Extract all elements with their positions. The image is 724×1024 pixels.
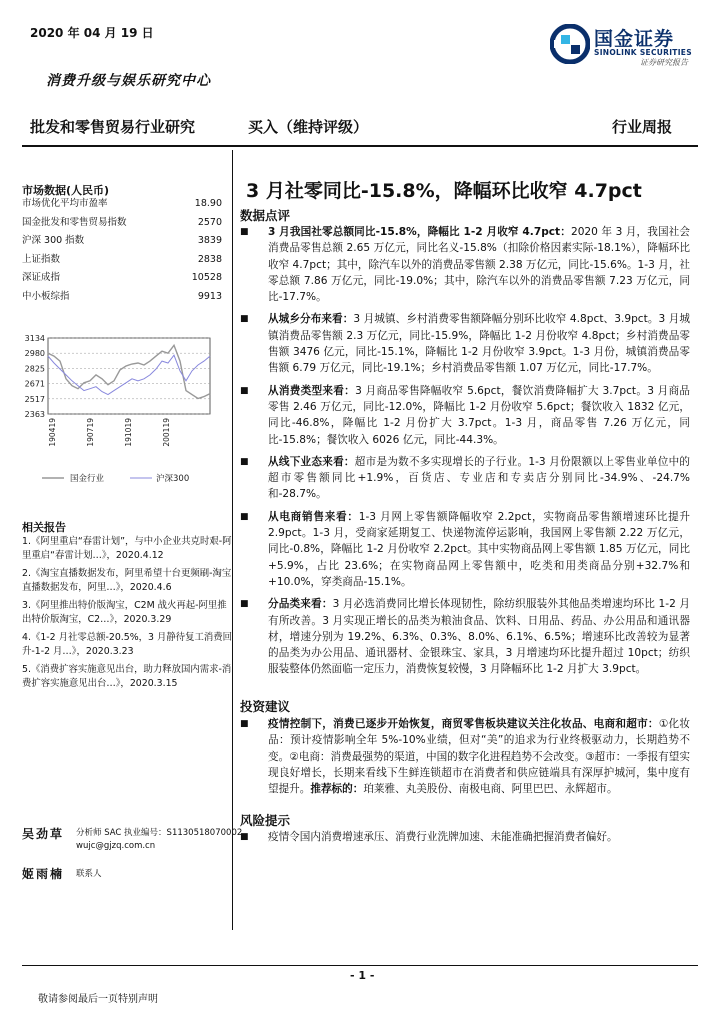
related-report-item[interactable]: 3.《阿里推出特价版淘宝，C2M 战火再起-阿里推出特价版淘宝，C2…》，2020.3.29 bbox=[22, 600, 227, 625]
section-title-investment: 投资建议 bbox=[240, 699, 291, 714]
market-row: 市场优化平均市盈率 18.90 bbox=[22, 198, 222, 209]
related-reports-list bbox=[22, 535, 234, 695]
chart-legend-label: 沪深300 bbox=[156, 474, 190, 484]
chart-legend-label: 国金行业 bbox=[70, 474, 105, 484]
market-row: 深证成指 10528 bbox=[22, 272, 222, 283]
related-report-item[interactable]: 2.《淘宝直播数据发布，阿里希望十台更频刷-淘宝直播数据发布，阿里…》，2020.4.6 bbox=[22, 568, 232, 593]
footer-divider bbox=[22, 965, 698, 966]
chart-y-tick-label: 3134 bbox=[24, 334, 45, 343]
footer-disclaimer: 敬请参阅最后一页特别声明 bbox=[38, 994, 158, 1005]
data-review-body bbox=[240, 224, 690, 684]
page-number: - 1 - bbox=[350, 969, 375, 982]
analyst-email[interactable]: wujc@gjzq.com.cn bbox=[76, 841, 156, 851]
section-title-data-review: 数据点评 bbox=[240, 208, 291, 223]
index-line-chart bbox=[22, 328, 220, 490]
bullet-item: ■ 疫情控制下，消费已逐步开始恢复，商贸零售板块建议关注化妆品、电商和超市：①化妆品：预计疫情影响全年 5%-10%业绩，但对“美”的追求为行业终极驱动力，长期趋势不变。②电商：消费最强势的渠道，中国的数字化进程趋势不会改变。③超市：一季报有望实现良好增长，长期来看线下生鲜连锁超市在消费者和供应链端具有深厚护城河，集中度有望提升。推荐标的：珀莱雅、丸美股份、南极电商、阿里巴巴、永辉超市。 bbox=[240, 716, 690, 797]
research-center: 消费升级与娱乐研究中心 bbox=[46, 73, 211, 89]
bullet-item: ■ 分品类来看：3 月必选消费同比增长体现韧性，除纺织服装外其他品类增速均环比 1-2 月有所改善。3 月实现正增长的品类为粮油食品、饮料、日用品、药品、办公用品和通讯器材，增速分别为 19.2%、6.3%、0.3%、8.0%、6.1%、6.5%；增速环比改善较为显著的品类为办公用品、通讯器材、金银珠宝、家具，3 月增速均环比提升超过 10pct；纺织服装整体仍然面临一定压力，消费恢复较慢，3 月降幅环比 1-2 月扩大 3.9pct。 bbox=[240, 596, 690, 677]
section-title-risk: 风险提示 bbox=[240, 813, 291, 828]
bullet-item: ■ 从电商销售来看：1-3 月网上零售额降幅收窄 2.2pct，实物商品零售额增速环比提升 2.9pct。1-3 月，受商家延期复工、快递物流停运影响，我国网上零售额 2.22 万亿元，同比-0.8%，降幅比 1-2 月份收窄 2.2pct。其中实物商品网上零售额 1.85 万亿元，同比+5.9%，占比 23.6%；在实物商品网上零售额中，吃类和用类商品分别+32.7%和+10.0%，穿类商品-15.1%。 bbox=[240, 509, 690, 590]
bullet-item: ■ 从线下业态来看：超市是为数不多实现增长的子行业。1-3 月份限额以上零售业单位中的超市零售额同比+1.9%，百货店、专业店和专卖店分别同比-34.9%、-24.7%和-28.7%。 bbox=[240, 454, 690, 503]
contact-name: 姬雨楠 bbox=[22, 867, 65, 881]
market-row: 中小板综指 9913 bbox=[22, 290, 222, 302]
investment-body bbox=[240, 716, 690, 803]
chart-y-tick-label: 2980 bbox=[24, 349, 45, 359]
industry-title: 批发和零售贸易行业研究 bbox=[30, 118, 196, 136]
analyst-info: 分析师 SAC 执业编号：S1130518070002 wujc@gjzq.com.cn bbox=[76, 828, 243, 851]
contact-role: 联系人 bbox=[76, 869, 102, 879]
analyst-name: 吴劲草 bbox=[22, 827, 65, 841]
chart-x-tick-label: 191019 bbox=[124, 418, 133, 447]
chart-frame bbox=[48, 338, 210, 414]
logo-chinese-name: 国金证券 bbox=[594, 28, 675, 50]
related-report-item[interactable]: 4.《1-2 月社零总额-20.5%，3 月静待复工消费回升-1-2 月…》，2020.3.23 bbox=[22, 632, 232, 657]
header-divider bbox=[22, 145, 698, 147]
market-row: 上证指数 2838 bbox=[22, 253, 222, 265]
chart-y-tick-label: 2517 bbox=[24, 394, 45, 404]
chart-x-tick-label: 200119 bbox=[162, 418, 171, 447]
logo-english-name: SINOLINK SECURITIES bbox=[594, 48, 692, 57]
headline: 3 月社零同比-15.8%，降幅环比收窄 4.7pct bbox=[246, 180, 642, 202]
related-report-item[interactable]: 1.《阿里重启“春雷计划”，与中小企业共克时艰-阿里重启“春雷计划…》，2020.4.12 bbox=[22, 536, 232, 561]
market-data-title: 市场数据(人民币) bbox=[22, 184, 110, 197]
chart-y-tick-label: 2363 bbox=[24, 410, 45, 419]
related-report-item[interactable]: 5.《消费扩容实施意见出台，助力释放国内需求-消费扩容实施意见出台…》，2020.3.15 bbox=[22, 664, 232, 689]
related-reports-title: 相关报告 bbox=[22, 521, 66, 534]
bullet-item: ■ 3 月我国社零总额同比-15.8%，降幅比 1-2 月收窄 4.7pct：2020 年 3 月，我国社会消费品零售总额 2.65 万亿元，同比名义-15.8%（扣除价格因素实际-18.1%），降幅环比收窄 4.7pct；其中，除汽车以外的消费品零售额 2.38 万亿元，同比-15.6%。1-3 月，社零总额 7.86 万亿元，同比-19.0%；其中，除汽车以外的消费品零售额 7.23 万亿元，同比-17.7%。 bbox=[240, 224, 690, 305]
market-row: 沪深 300 指数 3839 bbox=[22, 235, 222, 246]
chart-x-tick-label: 190719 bbox=[86, 418, 95, 447]
bullet-item: ■ 从城乡分布来看：3 月城镇、乡村消费零售额降幅分别环比收窄 4.8pct、3.9pct。3 月城镇消费品零售额 2.3 万亿元，同比-15.9%，降幅比 1-2 月份收窄 4.8pct；乡村消费品零售额 3476 亿元，同比-15.1%，降幅比 1-2 月份收窄 3.9pct。1-3 月份，城镇消费品零售额 6.79 万亿元，同比-19.1%；乡村消费品零售额 1.07 万亿元，同比-17.7%。 bbox=[240, 311, 690, 376]
market-row: 国金批发和零售贸易指数 2570 bbox=[22, 216, 222, 228]
bullet-item: ■ 从消费类型来看：3 月商品零售降幅收窄 5.6pct，餐饮消费降幅扩大 3.7pct。3 月商品零售 2.46 万亿元，同比-12.0%，降幅比 1-2 月份收窄 5.6pct；餐饮收入 1832 亿元，同比-46.8%，降幅比 1-2 月份扩大 3.7pct。1-3 月，商品零售 7.26 万亿元，同比-15.8%；餐饮收入 6026 亿元，同比-44.3%。 bbox=[240, 383, 690, 448]
chart-y-tick-label: 2825 bbox=[24, 364, 45, 374]
chart-y-tick-label: 2671 bbox=[24, 379, 45, 389]
report-category: 证券研究报告 bbox=[640, 58, 688, 67]
report-type: 行业周报 bbox=[612, 118, 673, 136]
sinolink-logo-icon bbox=[550, 24, 590, 64]
risk-body bbox=[240, 829, 690, 851]
rating: 买入（维持评级） bbox=[248, 118, 369, 136]
market-data-table bbox=[22, 195, 222, 306]
report-date: 2020 年 04 月 19 日 bbox=[30, 26, 154, 40]
bullet-item: ■ 疫情令国内消费增速承压、消费行业洗牌加速、未能准确把握消费者偏好。 bbox=[240, 829, 690, 845]
chart-x-tick-label: 190419 bbox=[48, 418, 57, 447]
